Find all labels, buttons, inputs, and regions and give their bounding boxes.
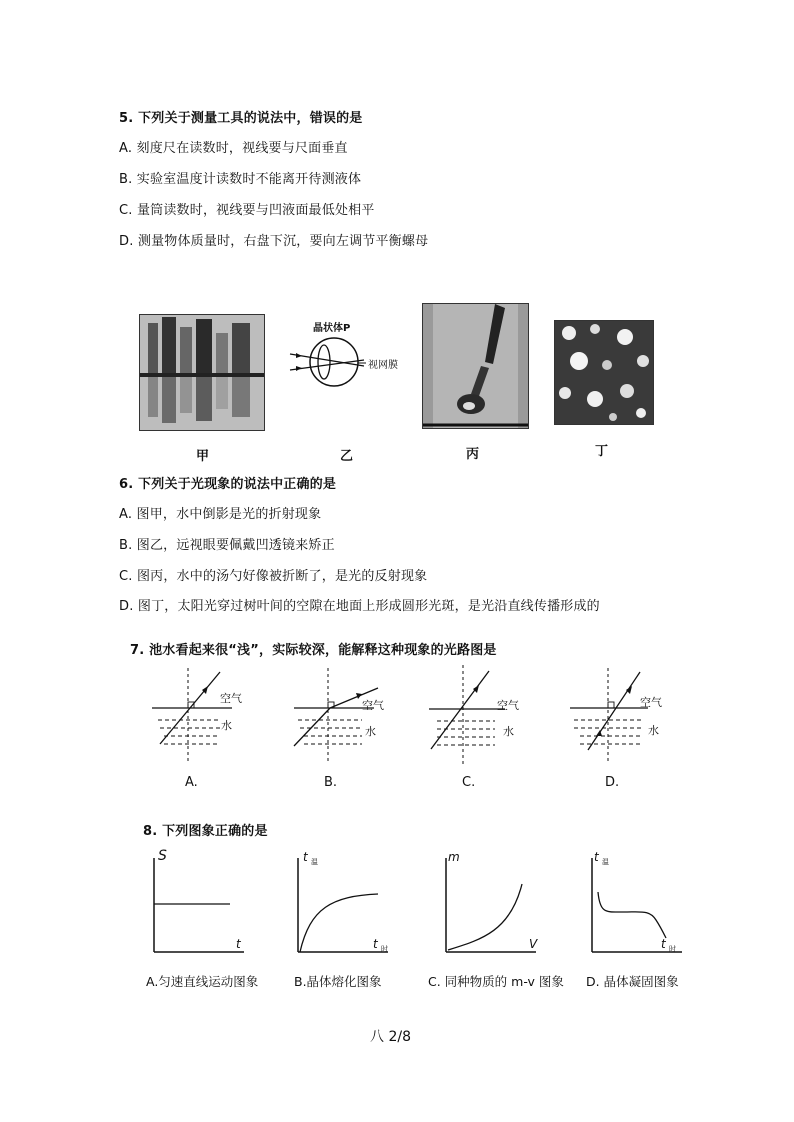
q5-option-b[interactable]: B. 实验室温度计读数时不能离开待测液体 [119,172,362,187]
q8-c-x-label: V [529,937,538,951]
q7-diagram-c [425,665,515,769]
q5-option-d[interactable]: D. 测量物体质量时，右盘下沉，要向左调节平衡螺母 [119,234,429,249]
q7-diagram-b [290,668,385,767]
q8-d-caption[interactable]: D. 晶体凝固图象 [586,974,679,989]
q7-d-water-label: 水 [648,724,659,737]
q7-b-water-label: 水 [365,725,376,738]
q8-c-y-label: m [448,850,460,864]
q8-b-x-sub: 时 [381,945,388,953]
q8-d-y-label: t [594,850,599,864]
q7-c-air-label: 空气 [497,699,519,712]
q7-option-b[interactable]: B. [324,775,338,790]
q5-stem: 5. 下列关于测量工具的说法中，错误的是 [119,111,363,126]
page-number: 八 2/8 [370,1029,411,1045]
q7-option-a[interactable]: A. [185,775,198,790]
figure-yi-eye-diagram [288,310,418,414]
q8-b-caption[interactable]: B.晶体熔化图象 [294,974,382,989]
q6-stem: 6. 下列关于光现象的说法中正确的是 [119,477,337,492]
retina-label: 视网膜 [368,360,398,371]
q6-option-c[interactable]: C. 图丙，水中的汤勺好像被折断了，是光的反射现象 [119,569,428,584]
figure-ding-caption: 丁 [595,444,609,459]
q8-a-caption[interactable]: A.匀速直线运动图象 [146,974,259,989]
q7-stem: 7. 池水看起来很“浅”，实际较深，能解释这种现象的光路图是 [130,643,497,658]
q6-option-a[interactable]: A. 图甲，水中倒影是光的折射现象 [119,507,322,522]
q7-diagram-d [566,668,656,767]
figure-jia-reflection-photo [139,314,265,431]
figure-bing-spoon-photo [422,303,529,429]
q8-a-y-label: S [158,848,167,864]
q7-a-water-label: 水 [221,719,232,732]
figure-ding-tree-shadow-photo [554,320,654,425]
q8-d-x-label: t [661,937,666,951]
q7-a-air-label: 空气 [220,692,242,705]
q8-c-caption[interactable]: C. 同种物质的 m-v 图象 [428,974,564,989]
figure-yi-caption: 乙 [340,449,354,464]
q7-d-air-label: 空气 [640,696,662,709]
q8-graph-a [148,848,248,962]
q8-d-x-sub: 时 [669,945,676,953]
q8-graph-c [440,848,540,962]
q6-option-b[interactable]: B. 图乙，远视眼要佩戴凹透镜来矫正 [119,538,335,553]
q5-option-a[interactable]: A. 刻度尺在读数时，视线要与尺面垂直 [119,141,348,156]
q8-b-x-label: t [373,937,378,951]
q5-option-c[interactable]: C. 量筒读数时，视线要与凹液面最低处相平 [119,203,375,218]
figure-bing-caption: 丙 [466,447,480,462]
q7-b-air-label: 空气 [362,699,384,712]
figure-jia-caption: 甲 [196,449,210,464]
q6-option-d[interactable]: D. 图丁，太阳光穿过树叶间的空隙在地面上形成圆形光斑，是光沿直线传播形成的 [119,599,600,614]
q8-a-x-label: t [236,937,241,951]
q7-option-d[interactable]: D. [605,775,620,790]
q8-stem: 8. 下列图象正确的是 [143,824,268,839]
q8-b-y-label: t [303,850,308,864]
q7-option-c[interactable]: C. [462,775,476,790]
q8-d-y-sub: 温 [602,858,609,866]
lens-label: 晶状体P [313,323,351,334]
q8-b-y-sub: 温 [311,858,318,866]
q7-c-water-label: 水 [503,725,514,738]
